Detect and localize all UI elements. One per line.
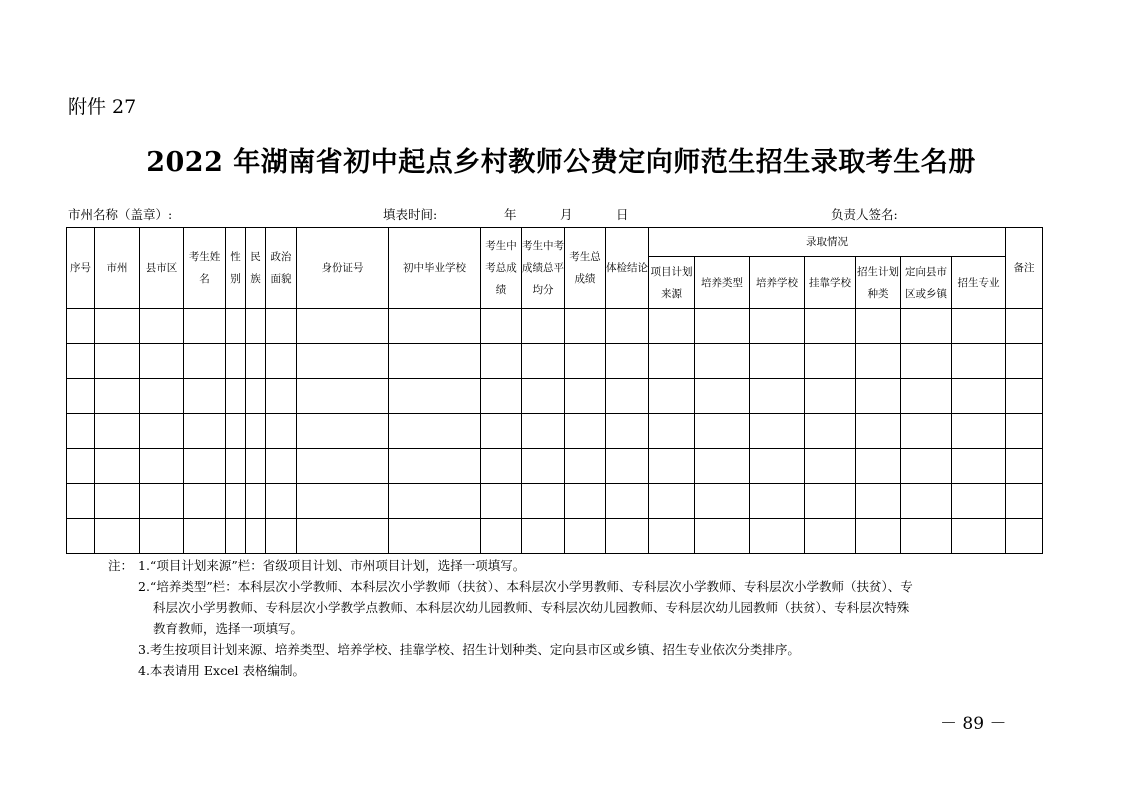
fill-time-label: 填表时间:: [383, 207, 438, 222]
header-name: 考生姓名: [184, 228, 226, 309]
header-major: 招生专业: [952, 257, 1006, 309]
table-row: [67, 344, 1043, 379]
note-1: [108, 555, 1013, 576]
header-target-area: 定向县市区或乡镇: [901, 257, 952, 309]
admission-roster-table: [66, 227, 1043, 554]
header-training-type: 培养类型: [695, 257, 750, 309]
note-3: 3.考生按项目计划来源、培养类型、培养学校、挂靠学校、招生计划种类、定向县市区或乡镇、招生专业依次分类排序。: [138, 642, 800, 657]
table-row: [67, 484, 1043, 519]
notes-label: 注：: [108, 558, 134, 573]
header-remarks: 备注: [1006, 228, 1043, 309]
header-plan-kind: 招生计划种类: [856, 257, 901, 309]
header-average-score: 考生中考成绩总平均分: [522, 228, 565, 309]
header-ethnicity: 民族: [246, 228, 266, 309]
day-label: 日: [616, 207, 629, 222]
month-label: 月: [560, 207, 573, 222]
header-county: 县市区: [140, 228, 184, 309]
note-2-line-1: 2.“培养类型”栏：本科层次小学教师、本科层次小学教师（扶贫）、本科层次小学男教师、专科层次小学教师、专科层次小学教师（扶贫）、专: [138, 579, 913, 594]
note-2-line-2: 科层次小学男教师、专科层次小学教学点教师、本科层次幼儿园教师、专科层次幼儿园教师、专科层次幼儿园教师（扶贫）、专科层次特殊: [153, 600, 910, 615]
header-gender: 性别: [226, 228, 246, 309]
signature-label: 负责人签名:: [831, 207, 898, 222]
header-overall-score: 考生总成绩: [565, 228, 606, 309]
header-affiliated-school: 挂靠学校: [805, 257, 856, 309]
header-id-number: 身份证号: [297, 228, 389, 309]
table-row: [67, 379, 1043, 414]
page-title: 2022 年湖南省初中起点乡村教师公费定向师范生招生录取考生名册: [146, 147, 976, 178]
note-4: 4.本表请用 Excel 表格编制。: [138, 663, 305, 678]
header-city: 市州: [95, 228, 140, 309]
header-political: 政治面貌: [266, 228, 297, 309]
page-number: － 89 －: [940, 714, 1007, 734]
table-row: [67, 519, 1043, 554]
header-plan-source: 项目计划来源: [649, 257, 695, 309]
table-row: [67, 414, 1043, 449]
year-label: 年: [504, 207, 517, 222]
note-2-line-3: 教育教师，选择一项填写。: [153, 621, 304, 636]
table-row: [67, 309, 1043, 344]
header-training-school: 培养学校: [750, 257, 805, 309]
attachment-label: 附件 27: [68, 96, 137, 118]
header-medical: 体检结论: [606, 228, 649, 309]
header-index: 序号: [67, 228, 95, 309]
city-name-label: 市州名称（盖章）:: [68, 207, 173, 222]
header-admission-group: 录取情况: [649, 228, 1006, 257]
notes-section: [108, 555, 1013, 681]
table-row: [67, 449, 1043, 484]
header-total-score: 考生中考总成绩: [481, 228, 522, 309]
note-1-text: 1.“项目计划来源”栏：省级项目计划、市州项目计划，选择一项填写。: [138, 558, 526, 573]
header-middle-school: 初中毕业学校: [389, 228, 481, 309]
